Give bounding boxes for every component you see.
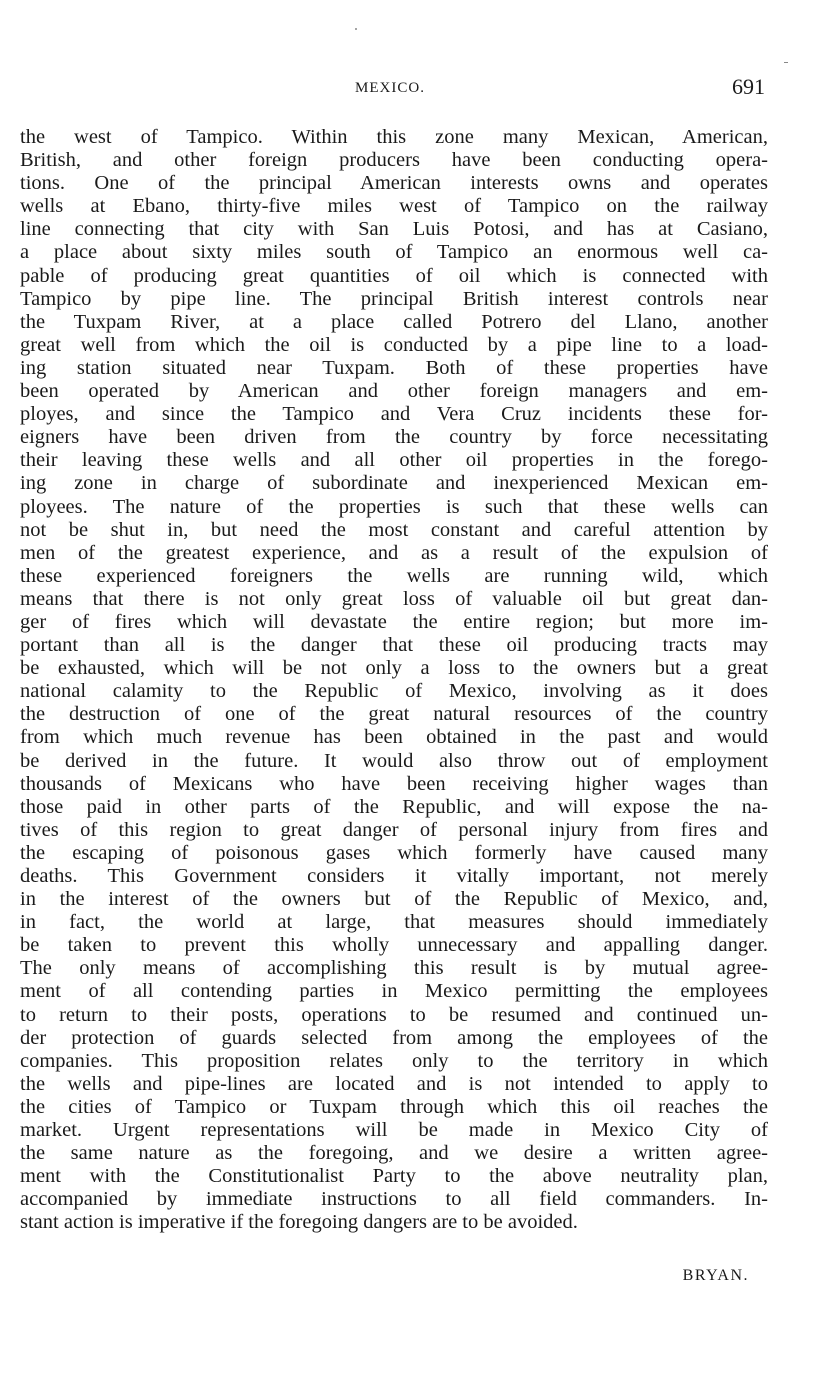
text-line: means that there is not only great loss of valuable oil but great dan-: [20, 587, 768, 610]
text-line: be derived in the future. It would also throw out of employment: [20, 749, 768, 772]
print-speck: [784, 62, 788, 63]
text-line: line connecting that city with San Luis Potosi, and has at Casiano,: [20, 218, 768, 241]
text-line: ing zone in charge of subordinate and inexperienced Mexican em-: [20, 472, 768, 495]
text-line: British, and other foreign producers have been conducting opera-: [20, 149, 768, 172]
text-line: eigners have been driven from the country by force necessitating: [20, 426, 768, 449]
body-text: [20, 126, 768, 1235]
text-line: from which much revenue has been obtained in the past and would: [20, 726, 768, 749]
text-line: the wells and pipe-lines are located and is not intended to apply to: [20, 1072, 768, 1095]
text-line: be taken to prevent this wholly unnecessary and appalling danger.: [20, 934, 768, 957]
text-line: ment with the Constitutionalist Party to the above neutrality plan,: [20, 1165, 768, 1188]
text-line: tions. One of the principal American interests owns and operates: [20, 172, 768, 195]
text-line: deaths. This Government considers it vitally important, not merely: [20, 865, 768, 887]
text-line: the Tuxpam River, at a place called Potrero del Llano, another: [20, 310, 768, 333]
text-line: ger of fires which will devastate the entire region; but more im-: [20, 610, 768, 633]
text-line: the escaping of poisonous gases which formerly have caused many: [20, 841, 768, 864]
text-line: the cities of Tampico or Tuxpam through which this oil reaches the: [20, 1095, 768, 1118]
text-line: in the interest of the owners but of the Republic of Mexico, and,: [20, 888, 768, 911]
text-line: be exhausted, which will be not only a loss to the owners but a great: [20, 657, 768, 680]
text-line: in fact, the world at large, that measures should immediately: [20, 911, 768, 934]
text-line: national calamity to the Republic of Mexico, involving as it does: [20, 680, 768, 703]
text-line: the destruction of one of the great natural resources of the country: [20, 703, 768, 726]
text-line: a place about sixty miles south of Tampico an enormous well ca-: [20, 241, 768, 264]
text-line: der protection of guards selected from among the employees of the: [20, 1026, 768, 1049]
text-line: market. Urgent representations will be made in Mexico City of: [20, 1119, 768, 1142]
text-line: ment of all contending parties in Mexico permitting the employees: [20, 980, 768, 1003]
signature: BRYAN.: [682, 1267, 749, 1284]
print-speck: [355, 28, 357, 30]
text-line: thousands of Mexicans who have been receiving higher wages than: [20, 772, 768, 795]
text-line: been operated by American and other foreign managers and em-: [20, 380, 768, 403]
text-line: tives of this region to great danger of personal injury from fires and: [20, 818, 768, 841]
page-number: 691: [732, 74, 765, 99]
text-line: accompanied by immediate instructions to all field commanders. In-: [20, 1188, 768, 1211]
text-line: those paid in other parts of the Republic, and will expose the na-: [20, 795, 768, 818]
text-line: these experienced foreigners the wells are running wild, which: [20, 564, 768, 587]
text-line: not be shut in, but need the most constant and careful attention by: [20, 518, 768, 541]
text-line: ployes, and since the Tampico and Vera Cruz incidents these for-: [20, 403, 768, 426]
text-line: men of the greatest experience, and as a result of the expulsion of: [20, 541, 768, 564]
text-line: the west of Tampico. Within this zone many Mexican, American,: [20, 126, 768, 148]
running-title: MEXICO.: [355, 80, 425, 96]
text-line: ing station situated near Tuxpam. Both of these properties have: [20, 356, 768, 379]
text-line: wells at Ebano, thirty-five miles west of Tampico on the railway: [20, 195, 768, 218]
text-line: the same nature as the foregoing, and we desire a written agree-: [20, 1142, 768, 1165]
text-line: portant than all is the danger that these oil producing tracts may: [20, 634, 768, 657]
text-line: pable of producing great quantities of oil which is connected with: [20, 264, 768, 287]
text-line: their leaving these wells and all other oil properties in the forego-: [20, 449, 768, 472]
text-line: Tampico by pipe line. The principal British interest controls near: [20, 287, 768, 310]
text-line: great well from which the oil is conducted by a pipe line to a load-: [20, 333, 768, 356]
text-line: to return to their posts, operations to be resumed and continued un-: [20, 1003, 768, 1026]
text-line: stant action is imperative if the foregoing dangers are to be avoided.: [20, 1211, 578, 1234]
text-line: companies. This proposition relates only to the territory in which: [20, 1049, 768, 1072]
text-line: ployees. The nature of the properties is such that these wells can: [20, 495, 768, 518]
running-header: [0, 74, 821, 104]
text-line: The only means of accomplishing this result is by mutual agree-: [20, 957, 768, 980]
